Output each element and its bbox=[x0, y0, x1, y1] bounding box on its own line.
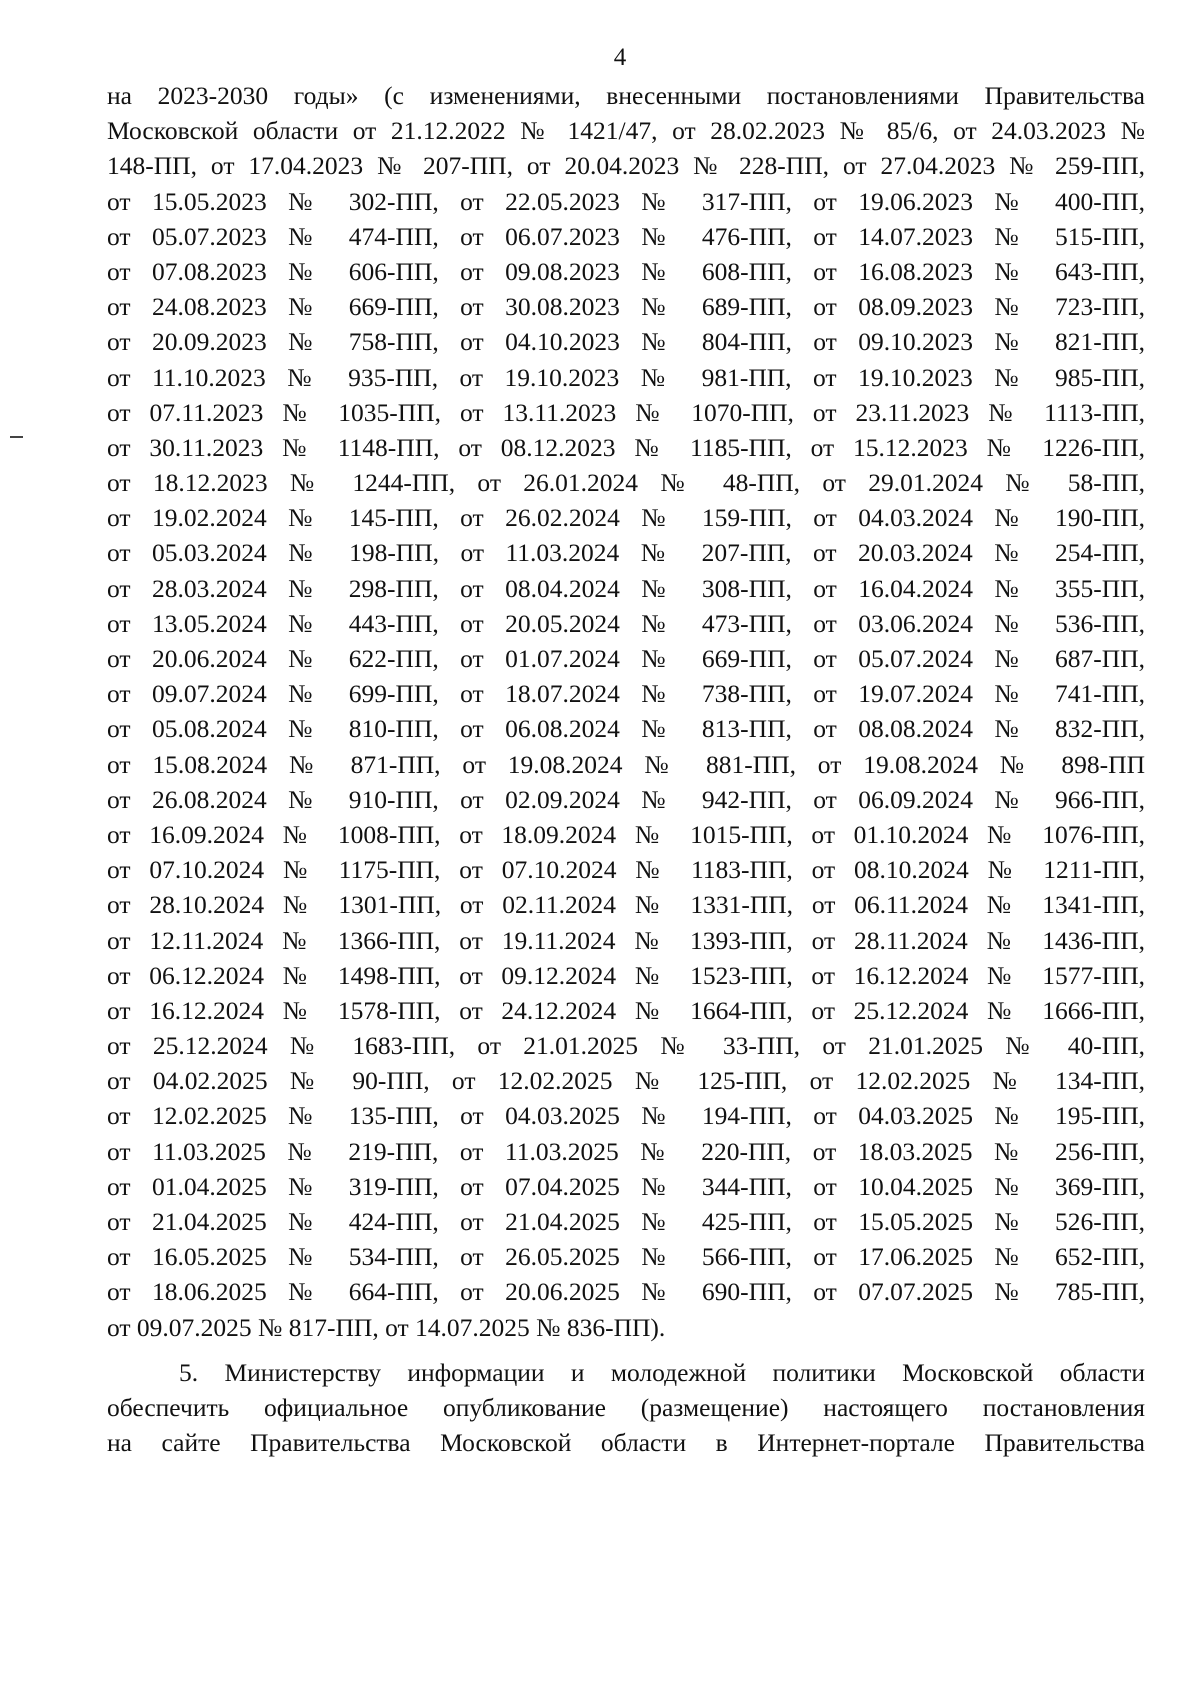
text-line: обеспечить официальное опубликование (размещение) настоящего постановления bbox=[107, 1392, 1145, 1422]
text-line: 148-ПП, от 17.04.2023 № 207-ПП, от 20.04.2023 № 228-ПП, от 27.04.2023 № 259-ПП, bbox=[107, 151, 1145, 181]
text-line: от 07.08.2023 № 606-ПП, от 09.08.2023 № 608-ПП, от 16.08.2023 № 643-ПП, bbox=[107, 256, 1145, 286]
text-line: от 18.12.2023 № 1244-ПП, от 26.01.2024 № 48-ПП, от 29.01.2024 № 58-ПП, bbox=[107, 468, 1145, 498]
text-line: от 11.10.2023 № 935-ПП, от 19.10.2023 № 981-ПП, от 19.10.2023 № 985-ПП, bbox=[107, 362, 1145, 392]
text-line: от 18.06.2025 № 664-ПП, от 20.06.2025 № 690-ПП, от 07.07.2025 № 785-ПП, bbox=[107, 1277, 1145, 1307]
text-line: от 20.06.2024 № 622-ПП, от 01.07.2024 № 669-ПП, от 05.07.2024 № 687-ПП, bbox=[107, 644, 1145, 673]
text-line: от 28.10.2024 № 1301-ПП, от 02.11.2024 № 1331-ПП, от 06.11.2024 № 1341-ПП, bbox=[107, 890, 1145, 920]
text-line: от 01.04.2025 № 319-ПП, от 07.04.2025 № 344-ПП, от 10.04.2025 № 369-ПП, bbox=[107, 1171, 1145, 1201]
paragraph-5 bbox=[107, 1355, 1145, 1461]
text-line: Московской области от 21.12.2022 № 1421/47, от 28.02.2023 № 85/6, от 24.03.2023 № bbox=[107, 116, 1145, 146]
text-line: от 16.05.2025 № 534-ПП, от 26.05.2025 № 566-ПП, от 17.06.2025 № 652-ПП, bbox=[107, 1242, 1145, 1272]
text-line: от 09.07.2025 № 817-ПП, от 14.07.2025 № 836-ПП). bbox=[107, 1312, 666, 1342]
text-line: от 20.09.2023 № 758-ПП, от 04.10.2023 № 804-ПП, от 09.10.2023 № 821-ПП, bbox=[107, 327, 1145, 357]
paragraph-gap bbox=[107, 1345, 1145, 1355]
text-line: от 11.03.2025 № 219-ПП, от 11.03.2025 № 220-ПП, от 18.03.2025 № 256-ПП, bbox=[107, 1136, 1145, 1166]
text-line: от 19.02.2024 № 145-ПП, от 26.02.2024 № 159-ПП, от 04.03.2024 № 190-ПП, bbox=[107, 503, 1145, 533]
text-line: от 16.12.2024 № 1578-ПП, от 24.12.2024 № 1664-ПП, от 25.12.2024 № 1666-ПП, bbox=[107, 995, 1145, 1025]
text-line: от 15.08.2024 № 871-ПП, от 19.08.2024 № 881-ПП, от 19.08.2024 № 898-ПП bbox=[107, 749, 1145, 779]
text-line: от 12.02.2025 № 135-ПП, от 04.03.2025 № 194-ПП, от 04.03.2025 № 195-ПП, bbox=[107, 1101, 1145, 1131]
amendments-paragraph bbox=[107, 78, 1145, 1345]
document-body bbox=[107, 78, 1145, 1460]
text-line: от 05.07.2023 № 474-ПП, от 06.07.2023 № 476-ПП, от 14.07.2023 № 515-ПП, bbox=[107, 221, 1145, 251]
text-line: от 24.08.2023 № 669-ПП, от 30.08.2023 № 689-ПП, от 08.09.2023 № 723-ПП, bbox=[107, 292, 1145, 322]
page-number: 4 bbox=[613, 44, 627, 71]
text-line: от 15.05.2023 № 302-ПП, от 22.05.2023 № 317-ПП, от 19.06.2023 № 400-ПП, bbox=[107, 186, 1145, 216]
text-line: на 2023-2030 годы» (с изменениями, внесенными постановлениями Правительства bbox=[107, 81, 1145, 110]
text-line: от 21.04.2025 № 424-ПП, от 21.04.2025 № 425-ПП, от 15.05.2025 № 526-ПП, bbox=[107, 1207, 1145, 1236]
text-line: от 26.08.2024 № 910-ПП, от 02.09.2024 № 942-ПП, от 06.09.2024 № 966-ПП, bbox=[107, 784, 1145, 814]
text-line: от 30.11.2023 № 1148-ПП, от 08.12.2023 № 1185-ПП, от 15.12.2023 № 1226-ПП, bbox=[107, 432, 1145, 462]
text-line: от 09.07.2024 № 699-ПП, от 18.07.2024 № 738-ПП, от 19.07.2024 № 741-ПП, bbox=[107, 679, 1145, 709]
text-line: на сайте Правительства Московской области в Интернет-портале Правительства bbox=[107, 1428, 1145, 1458]
text-line: от 25.12.2024 № 1683-ПП, от 21.01.2025 № 33-ПП, от 21.01.2025 № 40-ПП, bbox=[107, 1031, 1145, 1061]
text-line: 5. Министерству информации и молодежной политики Московской области bbox=[179, 1357, 1145, 1387]
text-line: от 16.09.2024 № 1008-ПП, от 18.09.2024 № 1015-ПП, от 01.10.2024 № 1076-ПП, bbox=[107, 819, 1145, 849]
text-line: от 13.05.2024 № 443-ПП, от 20.05.2024 № 473-ПП, от 03.06.2024 № 536-ПП, bbox=[107, 608, 1145, 638]
margin-mark bbox=[10, 436, 23, 438]
text-line: от 05.03.2024 № 198-ПП, от 11.03.2024 № 207-ПП, от 20.03.2024 № 254-ПП, bbox=[107, 538, 1145, 568]
text-line: от 06.12.2024 № 1498-ПП, от 09.12.2024 № 1523-ПП, от 16.12.2024 № 1577-ПП, bbox=[107, 960, 1145, 990]
text-line: от 05.08.2024 № 810-ПП, от 06.08.2024 № 813-ПП, от 08.08.2024 № 832-ПП, bbox=[107, 714, 1145, 744]
text-line: от 12.11.2024 № 1366-ПП, от 19.11.2024 № 1393-ПП, от 28.11.2024 № 1436-ПП, bbox=[107, 925, 1145, 955]
text-line: от 07.10.2024 № 1175-ПП, от 07.10.2024 № 1183-ПП, от 08.10.2024 № 1211-ПП, bbox=[107, 855, 1145, 885]
text-line: от 28.03.2024 № 298-ПП, от 08.04.2024 № 308-ПП, от 16.04.2024 № 355-ПП, bbox=[107, 573, 1145, 603]
text-line: от 04.02.2025 № 90-ПП, от 12.02.2025 № 125-ПП, от 12.02.2025 № 134-ПП, bbox=[107, 1066, 1145, 1096]
text-line: от 07.11.2023 № 1035-ПП, от 13.11.2023 № 1070-ПП, от 23.11.2023 № 1113-ПП, bbox=[107, 397, 1145, 427]
